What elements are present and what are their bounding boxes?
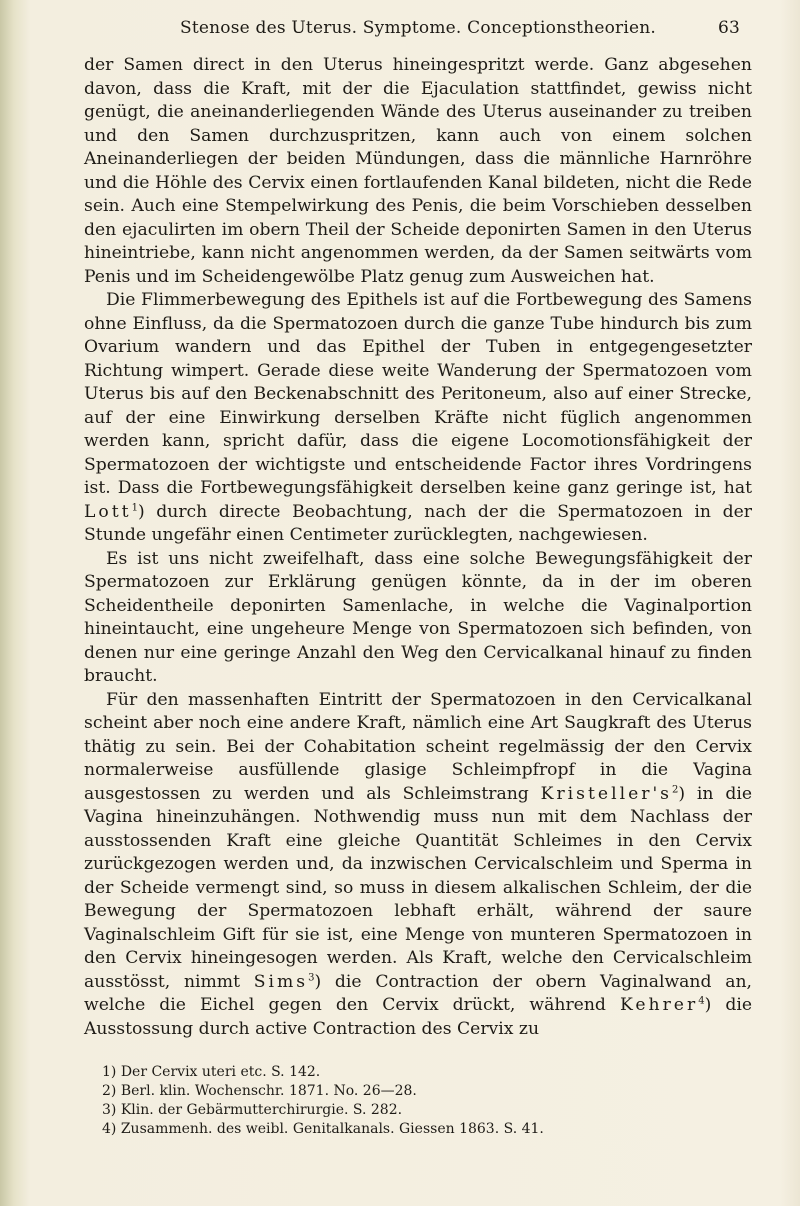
footnote-3: 3) Klin. der Gebärmutterchirurgie. S. 282. xyxy=(102,1102,403,1118)
paragraph-text: Es ist uns nicht zweifelhaft, dass eine solche Bewegungsfähigkeit der Spermatozoen zur Erklärung genügen könnte, da in der im oberen Scheidentheile deponirten Samenlache, in welche die Vaginalportion hineintaucht, eine ungeheure Menge von Spermatozoen sich befinden, von denen nur eine geringe Anzahl den Weg den Cervicalkanal hinauf zu finden braucht. xyxy=(84,548,752,686)
paragraph-1 xyxy=(84,54,752,289)
author-name-kehrer: Kehrer xyxy=(619,995,699,1015)
footnote-ref-4: 4 xyxy=(698,995,705,1007)
paragraph-text: Die Flimmerbewegung des Epithels ist auf die Fortbewegung des Samens ohne Einfluss, da die Spermatozoen durch die ganze Tube hindurch bis zum Ovarium wandern und das Epithel der Tuben in entgegengesetzter Richtung wimpert. Gerade diese weite Wanderung der Spermatozoen vom Uterus bis auf den Beckenabschnitt des Peritoneum, also auf einer Strecke, auf der eine Einwirkung derselben Kräfte nicht füglich angenommen werden kann, spricht dafür, dass die eigene Locomotionsfähigkeit der Spermatozoen der wichtigste und entscheidende Factor ihres Vordringens ist. Dass die Fortbewegungsfähigkeit derselben keine ganz geringe ist, hat xyxy=(84,290,752,498)
paragraph-text: ) die Ausstossung durch active Contraction des Cervix zu xyxy=(84,995,752,1039)
paragraph-text: Für den massenhaften Eintritt der Spermatozoen in den Cervicalkanal scheint aber noch eine andere Kraft, nämlich eine Art Saugkraft des Uterus thätig zu sein. Bei der Cohabitation scheint regelmässig der den Cervix normalerweise ausfüllende glasige Schleimpfropf in die Vagina ausgestossen zu werden und als Schleimstrang xyxy=(84,689,752,804)
footnotes xyxy=(84,1063,752,1139)
footnote-4: 4) Zusammenh. des weibl. Genitalkanals. Giessen 1863. S. 41. xyxy=(102,1121,544,1137)
author-name-sims: Sims xyxy=(253,971,309,992)
paragraph-4 xyxy=(84,689,752,1042)
footnote-1: 1) Der Cervix uteri etc. S. 142. xyxy=(102,1064,321,1080)
page-number: 63 xyxy=(717,18,740,38)
running-title: Stenose des Uterus. Symptome. Conceptionstheorien. xyxy=(180,18,656,38)
author-name-kristeller: Kristeller's xyxy=(540,783,673,804)
paragraph-text: ) in die Vagina hineinzuhängen. Nothwendig muss nun mit dem Nachlass der ausstossenden Kraft eine gleiche Quantität Schleimes in den Cervix zurückgezogen werden und, da inzwischen Cervicalschleim und Sperma in der Scheide vermengt sind, so muss in diesem alkalischen Schleim, der die Bewegung der Spermatozoen lebhaft erhält, während der saure Vaginalschleim Gift für sie ist, eine Menge von munteren Spermatozoen in den Cervix hineingesogen werden. Als Kraft, welche den Cervicalschleim ausstösst, nimmt xyxy=(84,783,752,992)
footnote-2: 2) Berl. klin. Wochenschr. 1871. No. 26—28. xyxy=(102,1083,417,1099)
paragraph-2 xyxy=(84,289,752,548)
author-name-lott: Lott xyxy=(84,501,132,522)
paragraph-text: ) die Contraction der obern Vaginalwand an, welche die Eichel gegen den Cervix drückt, während xyxy=(84,971,752,1015)
paragraph-text: der Samen direct in den Uterus hineingespritzt werde. Ganz abgesehen davon, dass die Kraft, mit der die Ejaculation stattfindet, gewiss nicht genügt, die aneinanderliegenden Wände des Uterus auseinander zu treiben und den Samen durchzuspritzen, kann auch von einem solchen Aneinanderliegen der beiden Mündungen, dass die männliche Harnröhre und die Höhle des Cervix einen fortlaufenden Kanal bildeten, nicht die Rede sein. Auch eine Stempelwirkung des Penis, die beim Vorschieben desselben den ejaculirten im obern Theil der Scheide deponirten Samen in den Uterus hineintriebe, kann nicht angenommen werden, da der Samen seitwärts vom Penis und im Scheidengewölbe Platz genug zum Ausweichen hat. xyxy=(84,55,752,287)
footnote-ref-1: 1 xyxy=(131,501,138,513)
paragraph-3 xyxy=(84,548,752,689)
body-text xyxy=(84,54,752,1041)
footnote-ref-3: 3 xyxy=(308,971,315,983)
paragraph-text: ) durch directe Beobachtung, nach der die Spermatozoen in der Stunde ungefähr einen Centimeter zurücklegten, nachgewiesen. xyxy=(84,501,752,545)
footnote-ref-2: 2 xyxy=(672,783,679,795)
